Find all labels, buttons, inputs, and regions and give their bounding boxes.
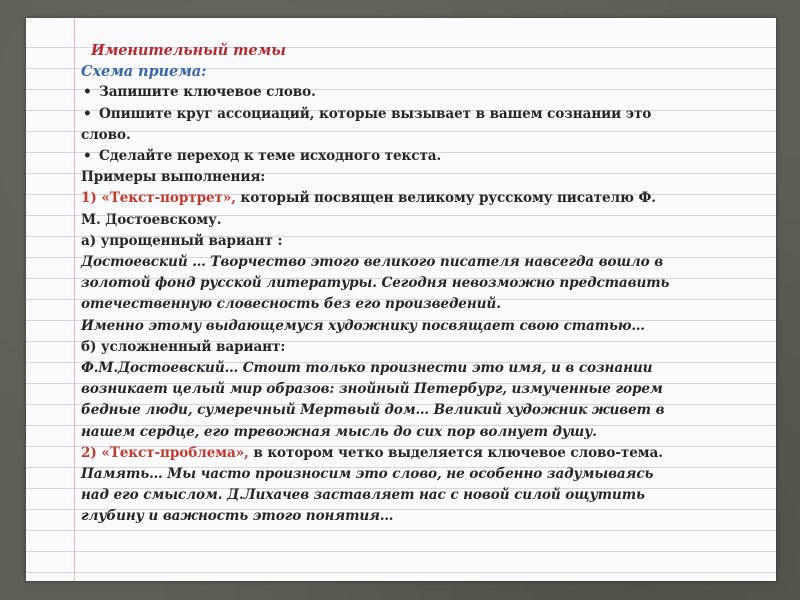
list-item [81, 104, 761, 125]
text-line: глубину и важность этого понятия… [81, 508, 394, 525]
text-line: Память… Мы часто произносим это слово, не особенно задумываясь [81, 466, 654, 483]
list-item-text: Опишите круг ассоциаций, которые вызывает в вашем сознании это [99, 105, 652, 122]
variant-a-label: а) упрощенный вариант : [81, 232, 283, 249]
bullet-icon: • [83, 148, 92, 165]
example-1-heading [81, 188, 761, 209]
text-line: бедные люди, сумеречный Мертвый дом… Великий художник живет в [81, 402, 665, 419]
list-item-continuation: слово. [81, 126, 131, 143]
slide-content [81, 40, 761, 528]
example-2-heading [81, 443, 761, 464]
text-line: нашем сердце, его тревожная мысль до сих пор волнует душу. [81, 423, 597, 440]
margin-line [74, 18, 75, 581]
example-2-text: в котором четко выделяется ключевое слово-тема. [248, 444, 663, 461]
text-line: Достоевский … Творчество этого великого писателя навсегда вошло в [81, 254, 664, 271]
variant-b-label: б) усложненный вариант: [81, 338, 286, 355]
text-line: над его смыслом. Д.Лихачев заставляет нас с новой силой ощутить [81, 487, 645, 504]
example-1-text-cont: М. Достоевскому. [81, 211, 222, 228]
list-item-text: Сделайте переход к теме исходного текста. [99, 148, 442, 165]
list-item [81, 82, 761, 103]
scheme-label: Схема приема: [81, 63, 207, 81]
bullet-icon: • [83, 105, 92, 122]
examples-label: Примеры выполнения: [81, 169, 266, 186]
notebook-paper [26, 18, 776, 581]
list-item [81, 146, 761, 167]
bullet-icon: • [83, 84, 92, 101]
text-line: золотой фонд русской литературы. Сегодня невозможно представить [81, 275, 670, 292]
example-1-highlight: 1) «Текст-портрет», [81, 190, 236, 207]
text-line: Именно этому выдающемуся художнику посвящает свою статью… [81, 317, 645, 334]
example-2-highlight: 2) «Текст-проблема», [81, 444, 249, 461]
text-line: отечественную словесность без его произведений. [81, 296, 501, 313]
slide-title: Именительный темы [91, 42, 286, 59]
list-item-text: Запишите ключевое слово. [99, 84, 316, 101]
text-line: возникает целый мир образов: знойный Петербург, измученные горем [81, 381, 663, 398]
text-line: Ф.М.Достоевский… Стоит только произнести это имя, и в сознании [81, 360, 653, 377]
example-1-text: который посвящен великому русскому писателю Ф. [235, 190, 656, 207]
